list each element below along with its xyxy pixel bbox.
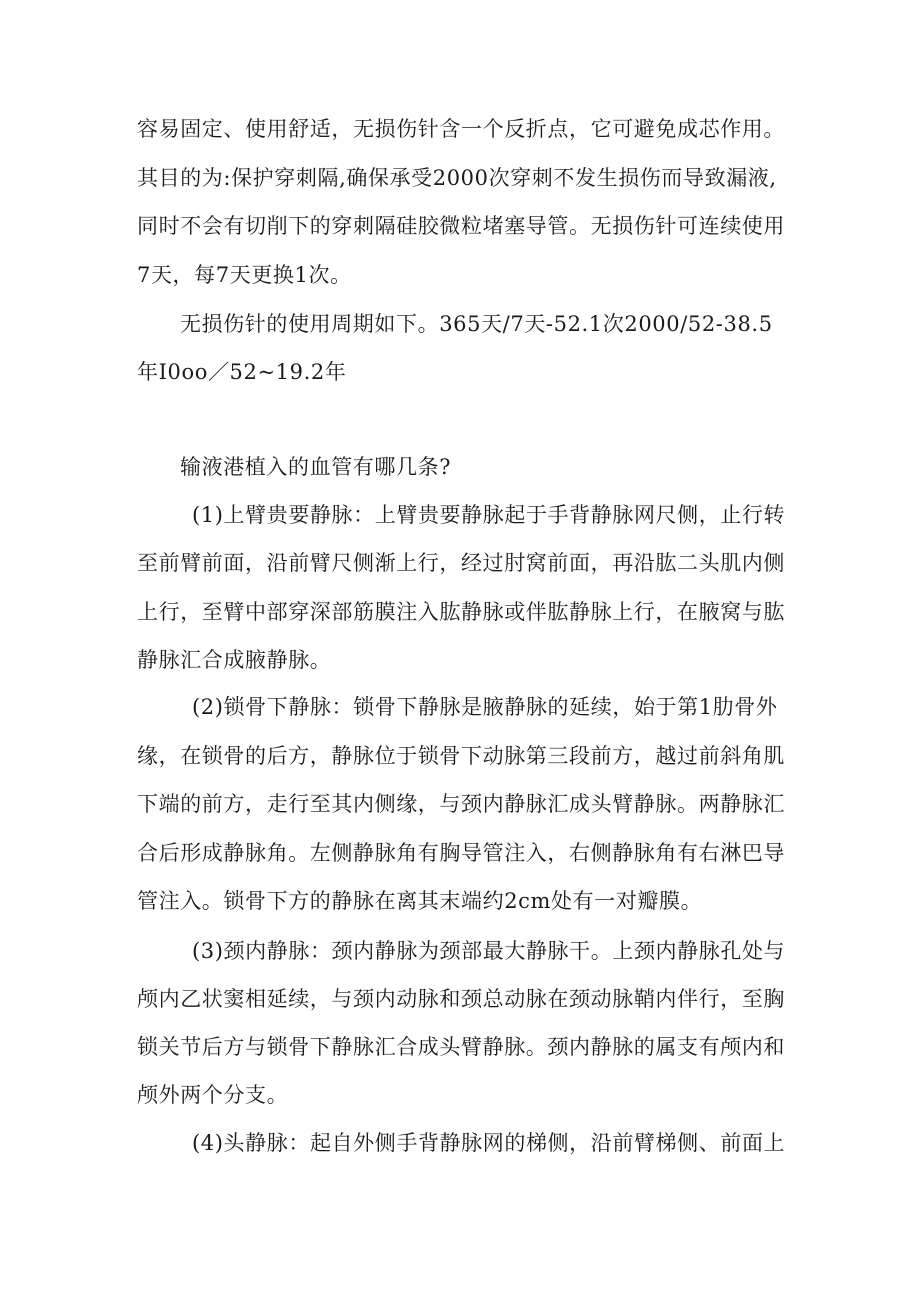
text-line: (4)头静脉：起自外侧手背静脉网的梯侧，沿前臂梯侧、前面上	[192, 1131, 786, 1155]
text-line: 下端的前方，走行至其内侧缘，与颈内静脉汇成头臂静脉。两静脉汇	[137, 792, 785, 816]
text-line: 静脉汇合成腋静脉。	[137, 648, 332, 672]
text-line: (2)锁骨下静脉：锁骨下静脉是腋静脉的延续，始于第1肋骨外	[192, 695, 778, 719]
text-line: 颅内乙状窦相延续，与颈内动脉和颈总动脉在颈动脉鞘内伴行，至胸	[137, 987, 785, 1011]
text-line: 管注入。锁骨下方的静脉在离其末端约2cm处有一对瓣膜。	[137, 889, 703, 913]
text-line: 上行，至臂中部穿深部筋膜注入肱静脉或伴肱静脉上行，在腋窝与肱	[137, 600, 785, 624]
text-line: 容易固定、使用舒适，无损伤针含一个反折点，它可避免成芯作用。	[137, 117, 785, 141]
text-line: 颅外两个分支。	[137, 1083, 289, 1107]
text-line: 锁关节后方与锁骨下静脉汇合成头臂静脉。颈内静脉的属支有颅内和	[137, 1035, 785, 1059]
text-line: 7天，每7天更换1次。	[137, 263, 352, 287]
text-line: 其目的为:保护穿刺隔,确保承受2000次穿刺不发生损伤而导致漏液,	[137, 166, 777, 190]
text-line: (1)上臂贵要静脉：上臂贵要静脉起于手背静脉网尺侧，止行转	[192, 503, 786, 527]
text-line: 缘，在锁骨的后方，静脉位于锁骨下动脉第三段前方，越过前斜角肌	[137, 744, 785, 768]
text-line: 无损伤针的使用周期如下。365天/7天-52.1次2000/52-38.5	[180, 312, 773, 336]
text-line: 同时不会有切削下的穿刺隔硅胶微粒堵塞导管。无损伤针可连续使用	[137, 214, 785, 238]
question-heading: 输液港植入的血管有哪几条?	[180, 455, 452, 479]
text-line: 至前臂前面，沿前臂尺侧渐上行，经过肘窝前面，再沿肱二头肌内侧	[137, 551, 785, 575]
text-line: 合后形成静脉角。左侧静脉角有胸导管注入，右侧静脉角有右淋巴导	[137, 841, 785, 865]
text-line: (3)颈内静脉：颈内静脉为颈部最大静脉干。上颈内静脉孔处与	[192, 939, 786, 963]
text-line: 年I0oo／52~19.2年	[137, 360, 347, 384]
